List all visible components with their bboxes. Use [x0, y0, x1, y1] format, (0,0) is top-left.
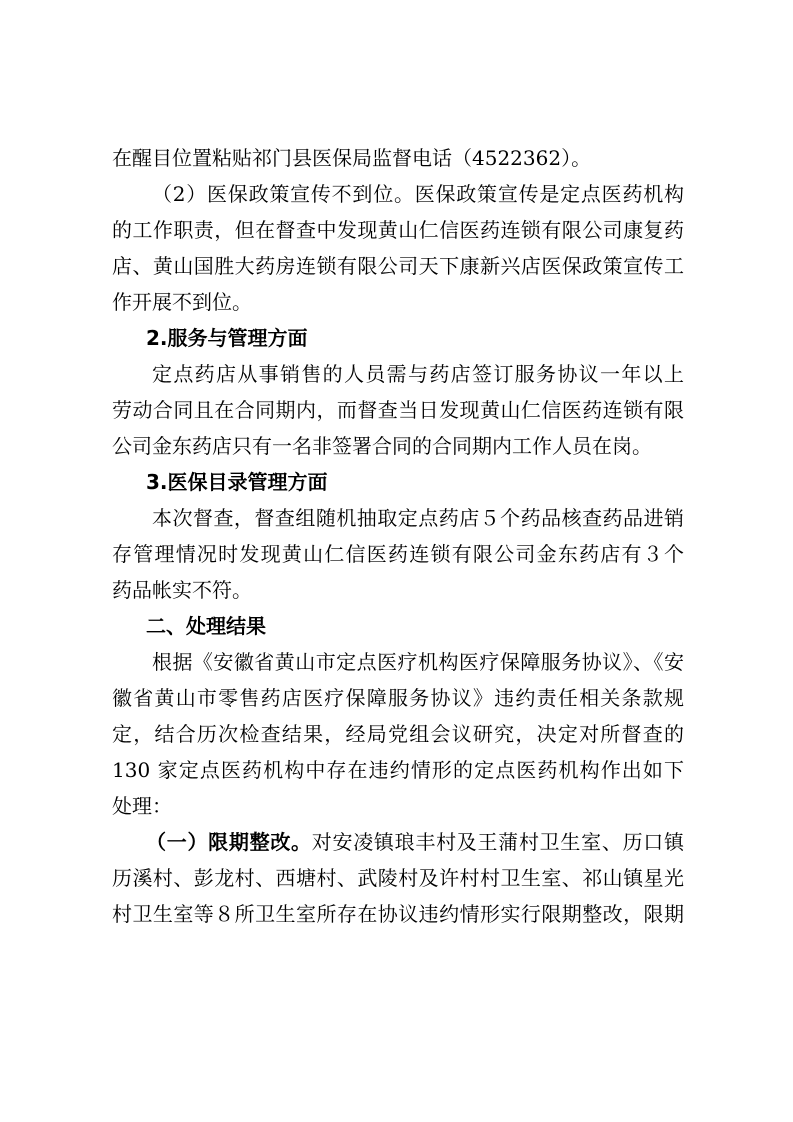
paragraph-line: 村卫生室等８所卫生室所存在协议违约情形实行限期整改，限期	[112, 902, 684, 926]
paragraph-line: （2）医保政策宣传不到位。医保政策宣传是定点医药机构	[152, 182, 684, 206]
paragraph-line: 处理：	[112, 794, 172, 818]
paragraph-line: 存管理情况时发现黄山仁信医药连锁有限公司金东药店有３个	[112, 542, 684, 566]
section-heading: 2.服务与管理方面	[146, 326, 308, 350]
subsection-lead: （一）限期整改。	[146, 830, 312, 854]
paragraph-line: 定点药店从事销售的人员需与药店签订服务协议一年以上	[152, 362, 684, 386]
paragraph-line: 的工作职责，但在督查中发现黄山仁信医药连锁有限公司康复药	[112, 218, 684, 242]
paragraph-line: 店、黄山国胜大药房连锁有限公司天下康新兴店医保政策宣传工	[112, 254, 684, 278]
paragraph-line: 劳动合同且在合同期内，而督查当日发现黄山仁信医药连锁有限	[112, 398, 684, 422]
paragraph-line: 在醒目位置粘贴祁门县医保局监督电话（4522362）。	[112, 146, 592, 170]
paragraph-line: 本次督查，督查组随机抽取定点药店５个药品核查药品进销	[152, 506, 684, 530]
section-heading: 3.医保目录管理方面	[146, 470, 328, 494]
paragraph-line: 历溪村、彭龙村、西塘村、武陵村及许村村卫生室、祁山镇星光	[112, 866, 684, 890]
paragraph-text: 对安凌镇琅丰村及王蒲村卫生室、历口镇	[311, 830, 685, 854]
paragraph-line: 定，结合历次检查结果，经局党组会议研究，决定对所督查的	[112, 722, 684, 746]
paragraph-line: 根据《安徽省黄山市定点医疗机构医疗保障服务协议》、《安	[152, 650, 684, 674]
paragraph-line: 公司金东药店只有一名非签署合同的合同期内工作人员在岗。	[112, 434, 652, 458]
paragraph-line: 徽省黄山市零售药店医疗保障服务协议》违约责任相关条款规	[112, 686, 684, 710]
paragraph-line: 作开展不到位。	[112, 290, 252, 314]
paragraph-line	[112, 824, 684, 860]
main-section-heading: 二、处理结果	[146, 614, 266, 638]
paragraph-line: 130 家定点医药机构中存在违约情形的定点医药机构作出如下	[112, 758, 684, 782]
document-page	[112, 140, 684, 932]
paragraph-line: 药品帐实不符。	[112, 578, 252, 602]
